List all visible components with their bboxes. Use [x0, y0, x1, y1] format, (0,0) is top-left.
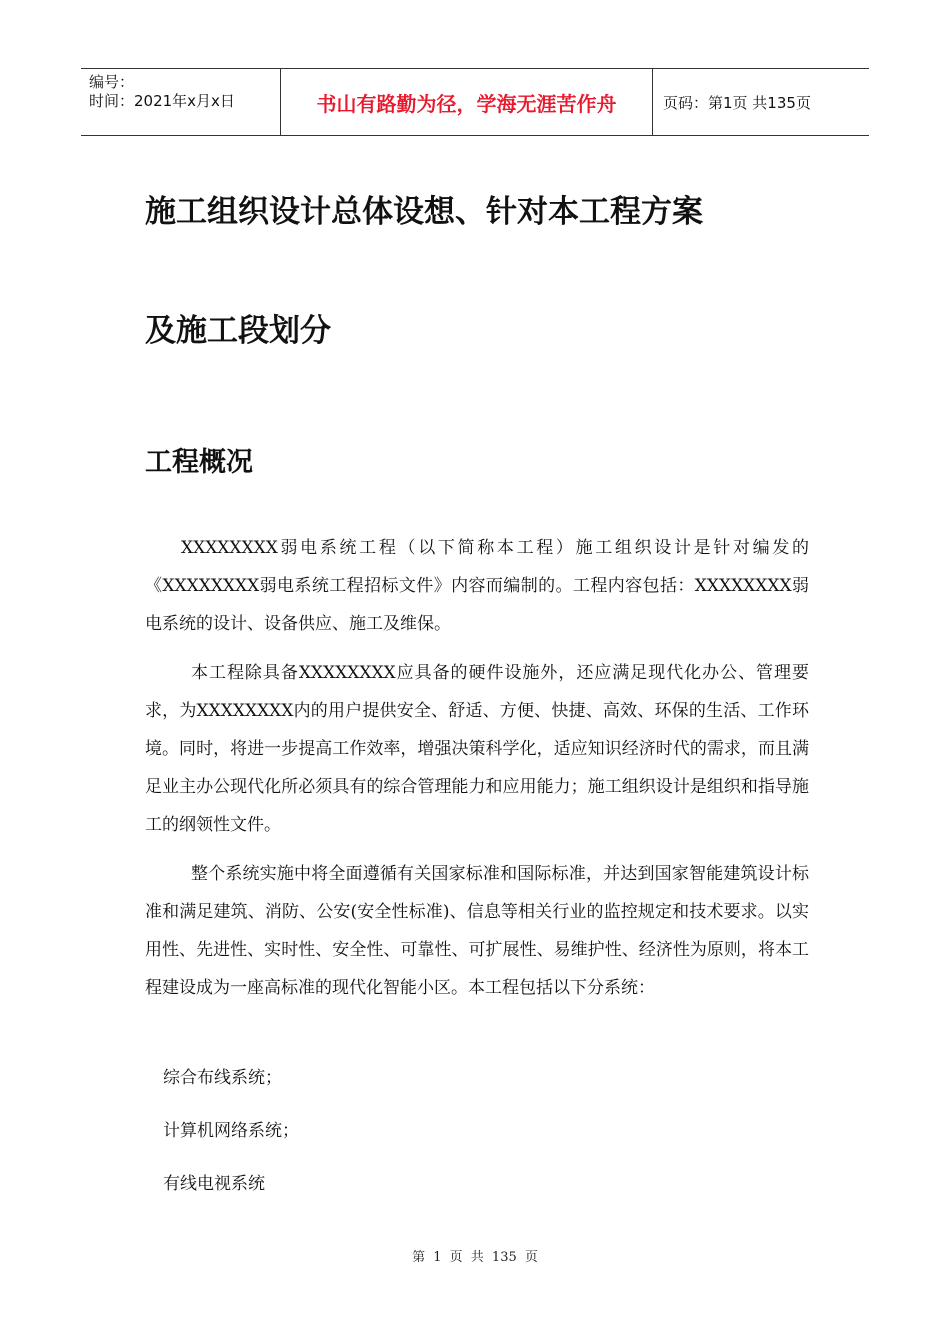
list-item: 有线电视系统	[163, 1174, 265, 1194]
document-title-line-1: 施工组织设计总体设想、针对本工程方案	[145, 194, 703, 230]
paragraph-1: XXXXXXXX弱电系统工程（以下简称本工程）施工组织设计是针对编发的《XXXXXXXX弱电系统工程招标文件》内容而编制的。工程内容包括：XXXXXXXX弱电系统的设计、设备供应、施工及维保。	[145, 538, 809, 634]
header-time-label: 时间：2021年x月x日	[89, 92, 235, 110]
page-header	[81, 68, 869, 136]
subsystem-list	[163, 1063, 299, 1222]
paragraph-2: 本工程除具备XXXXXXXX应具备的硬件设施外，还应满足现代化办公、管理要求，为XXXXXXXX内的用户提供安全、舒适、方便、快捷、高效、环保的生活、工作环境。同时，将进一步提高工作效率，增强决策科学化，适应知识经济时代的需求，而且满足业主办公现代化所必须具有的综合管理能力和应用能力；施工组织设计是组织和指导施工的纲领性文件。	[145, 663, 809, 835]
header-meta	[81, 69, 281, 135]
document-title-line-2: 及施工段划分	[145, 313, 331, 349]
header-motto: 书山有路勤为径，学海无涯苦作舟	[281, 69, 653, 135]
section-heading: 工程概况	[145, 447, 253, 478]
paragraph-3: 整个系统实施中将全面遵循有关国家标准和国际标准，并达到国家智能建筑设计标准和满足建筑、消防、公安(安全性标准)、信息等相关行业的监控规定和技术要求。以实用性、先进性、实时性、安全性、可靠性、可扩展性、易维护性、经济性为原则，将本工程建设成为一座高标准的现代化智能小区。本工程包括以下分系统：	[145, 864, 809, 998]
list-item: 综合布线系统；	[163, 1068, 282, 1088]
page-footer: 第 1 页 共 135 页	[412, 1250, 538, 1265]
header-page-info: 页码：第1页 共135页	[663, 93, 811, 112]
list-item: 计算机网络系统；	[163, 1121, 299, 1141]
header-number-label: 编号：	[89, 73, 135, 91]
